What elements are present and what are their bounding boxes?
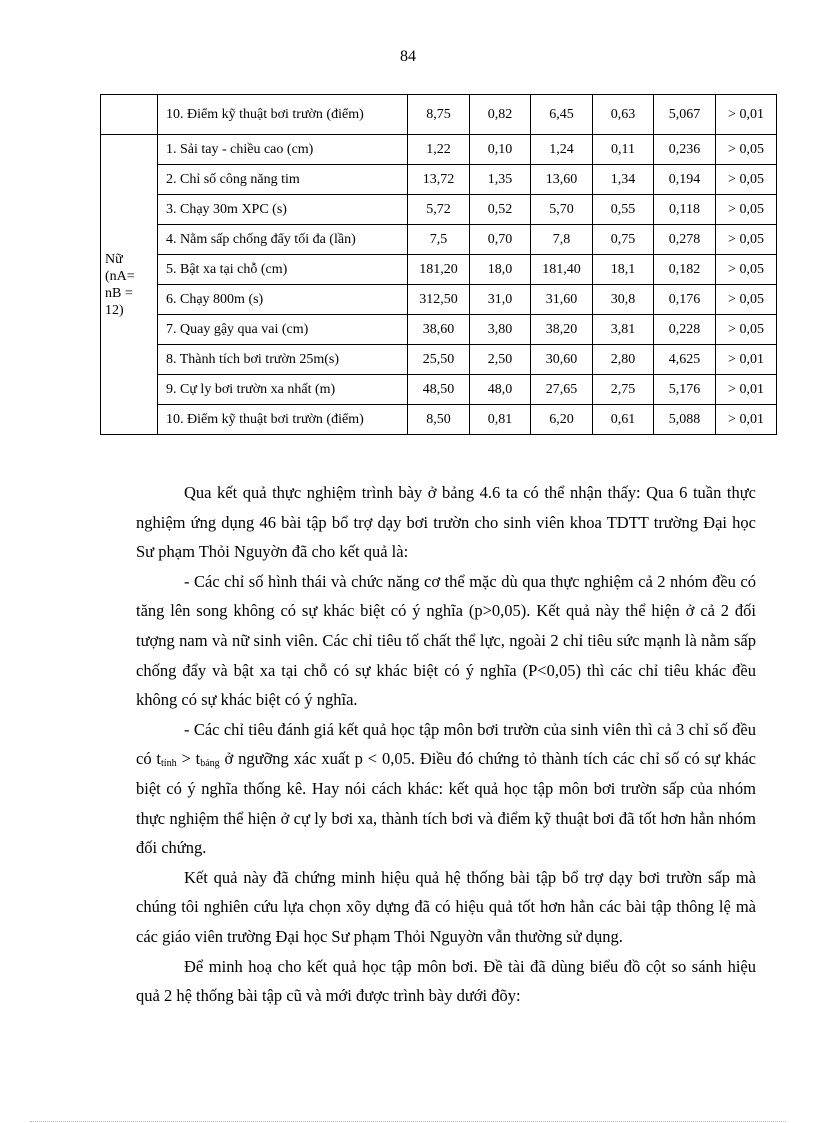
group-cell-male xyxy=(101,95,158,135)
cell-p: > 0,05 xyxy=(716,135,777,165)
group-label-line: (nA= xyxy=(105,268,135,284)
cell-sd-b: 0,11 xyxy=(593,135,654,165)
cell-mean-a: 5,72 xyxy=(408,195,470,225)
footer-divider xyxy=(30,1121,786,1122)
cell-mean-b: 27,65 xyxy=(531,375,593,405)
cell-mean-a: 8,50 xyxy=(408,405,470,435)
cell-t: 0,182 xyxy=(654,255,716,285)
cell-sd-b: 0,55 xyxy=(593,195,654,225)
cell-sd-a: 0,70 xyxy=(470,225,531,255)
cell-mean-b: 6,45 xyxy=(531,95,593,135)
group-label-line: nB = xyxy=(105,285,133,301)
cell-p: > 0,01 xyxy=(716,405,777,435)
row-label: 8. Thành tích bơi trườn 25m(s) xyxy=(158,345,408,375)
table-row xyxy=(101,195,777,225)
row-label: 6. Chạy 800m (s) xyxy=(158,285,408,315)
row-label: 2. Chỉ số công năng tim xyxy=(158,165,408,195)
cell-t: 0,194 xyxy=(654,165,716,195)
table-row xyxy=(101,135,777,165)
cell-t: 0,236 xyxy=(654,135,716,165)
cell-p: > 0,01 xyxy=(716,375,777,405)
row-label: 5. Bật xa tại chỗ (cm) xyxy=(158,255,408,285)
cell-t: 0,118 xyxy=(654,195,716,225)
body-text xyxy=(136,478,756,1011)
cell-mean-a: 25,50 xyxy=(408,345,470,375)
cell-sd-b: 0,63 xyxy=(593,95,654,135)
row-label: 7. Quay gậy qua vai (cm) xyxy=(158,315,408,345)
page-number: 84 xyxy=(400,48,416,65)
cell-sd-b: 0,61 xyxy=(593,405,654,435)
cell-mean-b: 7,8 xyxy=(531,225,593,255)
cell-sd-b: 2,80 xyxy=(593,345,654,375)
cell-p: > 0,05 xyxy=(716,285,777,315)
cell-sd-a: 2,50 xyxy=(470,345,531,375)
cell-sd-b: 3,81 xyxy=(593,315,654,345)
table-row xyxy=(101,165,777,195)
cell-p: > 0,01 xyxy=(716,345,777,375)
cell-sd-b: 30,8 xyxy=(593,285,654,315)
cell-p: > 0,05 xyxy=(716,255,777,285)
table-row xyxy=(101,285,777,315)
table-row xyxy=(101,255,777,285)
cell-mean-b: 6,20 xyxy=(531,405,593,435)
table-row xyxy=(101,95,777,135)
cell-sd-b: 2,75 xyxy=(593,375,654,405)
cell-t: 4,625 xyxy=(654,345,716,375)
cell-sd-b: 1,34 xyxy=(593,165,654,195)
cell-sd-a: 3,80 xyxy=(470,315,531,345)
paragraph-3: - Các chỉ tiêu đánh giá kết quả học tập môn bơi trườn của sinh viên thì cả 3 chỉ số đều có $t_{tính} > t_{bảng}$ ở ngưỡng xác xuất p < 0,05. Điều đó chứng tỏ thành tích các chỉ số có sự khác biệt có ý nghĩa thống kê. Hay nói cách khác: kết quả học tập môn bơi trườn sấp của nhóm thực nghiệm thể hiện ở cự ly bơi xa, thành tích bơi và điểm kỹ thuật bơi đã tốt hơn hẳn nhóm đối chứng. xyxy=(136,719,757,858)
cell-sd-b: 0,75 xyxy=(593,225,654,255)
cell-sd-a: 0,52 xyxy=(470,195,531,225)
cell-mean-a: 181,20 xyxy=(408,255,470,285)
cell-mean-a: 7,5 xyxy=(408,225,470,255)
row-label: 4. Nằm sấp chống đẩy tối đa (lần) xyxy=(158,225,408,255)
cell-p: > 0,05 xyxy=(716,315,777,345)
row-label: 3. Chạy 30m XPC (s) xyxy=(158,195,408,225)
row-label: 9. Cự ly bơi trườn xa nhất (m) xyxy=(158,375,408,405)
cell-p: > 0,01 xyxy=(716,95,777,135)
table-row xyxy=(101,345,777,375)
cell-mean-a: 48,50 xyxy=(408,375,470,405)
cell-mean-a: 13,72 xyxy=(408,165,470,195)
cell-sd-a: 0,10 xyxy=(470,135,531,165)
cell-sd-a: 0,82 xyxy=(470,95,531,135)
paragraph-4: Kết quả này đã chứng minh hiệu quả hệ thống bài tập bổ trợ dạy bơi trườn sấp mà chúng tôi nghiên cứu lựa chọn xõy dựng đã có hiệu quả tốt hơn hẳn các bài tập thông lệ mà các giáo viên trường Đại học Sư phạm Thỏi Nguyờn vẫn thường sử dụng. xyxy=(136,867,756,946)
cell-p: > 0,05 xyxy=(716,195,777,225)
cell-p: > 0,05 xyxy=(716,225,777,255)
paragraph-5: Để minh hoạ cho kết quả học tập môn bơi. Đề tài đã dùng biểu đồ cột so sánh hiệu quả 2 hệ thống bài tập cũ và mới được trình bày dưới đõy: xyxy=(136,956,756,1006)
row-label: 10. Điểm kỹ thuật bơi trườn (điểm) xyxy=(158,95,408,135)
table-row xyxy=(101,315,777,345)
cell-t: 0,278 xyxy=(654,225,716,255)
group-cell-female xyxy=(101,135,158,435)
cell-sd-a: 18,0 xyxy=(470,255,531,285)
cell-t: 5,088 xyxy=(654,405,716,435)
cell-t: 0,176 xyxy=(654,285,716,315)
cell-mean-a: 8,75 xyxy=(408,95,470,135)
cell-t: 5,176 xyxy=(654,375,716,405)
cell-sd-a: 0,81 xyxy=(470,405,531,435)
table-row xyxy=(101,405,777,435)
cell-mean-b: 13,60 xyxy=(531,165,593,195)
cell-mean-b: 5,70 xyxy=(531,195,593,225)
paragraph-2: - Các chỉ số hình thái và chức năng cơ thể mặc dù qua thực nghiệm cả 2 nhóm đều có tăng lên song không có sự khác biệt có ý nghĩa (p>0,05). Kết quả này thể hiện ở cả 2 đối tượng nam và nữ sinh viên. Các chỉ tiêu tố chất thể lực, ngoài 2 chỉ tiêu sức mạnh là nằm sấp chống đẩy và bật xa tại chỗ có sự khác biệt có ý nghĩa (P<0,05) thì các chỉ tiêu khác đều không có sự khác biệt có ý nghĩa. xyxy=(136,571,756,710)
cell-t: 5,067 xyxy=(654,95,716,135)
group-label-line: 12) xyxy=(105,302,124,318)
cell-mean-b: 30,60 xyxy=(531,345,593,375)
cell-p: > 0,05 xyxy=(716,165,777,195)
cell-mean-b: 31,60 xyxy=(531,285,593,315)
row-label: 1. Sải tay - chiều cao (cm) xyxy=(158,135,408,165)
cell-mean-b: 181,40 xyxy=(531,255,593,285)
results-table xyxy=(100,94,777,435)
cell-sd-a: 48,0 xyxy=(470,375,531,405)
cell-mean-a: 38,60 xyxy=(408,315,470,345)
paragraph-1: Qua kết quả thực nghiệm trình bày ở bảng 4.6 ta có thể nhận thấy: Qua 6 tuần thực nghiệm ứng dụng 46 bài tập bổ trợ dạy bơi trườn cho sinh viên khoa TDTT trường Đại học Sư phạm Thỏi Nguyờn đã cho kết quả là: xyxy=(136,483,756,562)
row-label: 10. Điểm kỹ thuật bơi trườn (điểm) xyxy=(158,405,408,435)
cell-sd-a: 1,35 xyxy=(470,165,531,195)
table-row xyxy=(101,225,777,255)
cell-mean-b: 1,24 xyxy=(531,135,593,165)
cell-sd-a: 31,0 xyxy=(470,285,531,315)
cell-mean-b: 38,20 xyxy=(531,315,593,345)
cell-t: 0,228 xyxy=(654,315,716,345)
cell-mean-a: 312,50 xyxy=(408,285,470,315)
table-row xyxy=(101,375,777,405)
cell-mean-a: 1,22 xyxy=(408,135,470,165)
cell-sd-b: 18,1 xyxy=(593,255,654,285)
group-label-line: Nữ xyxy=(105,251,123,267)
